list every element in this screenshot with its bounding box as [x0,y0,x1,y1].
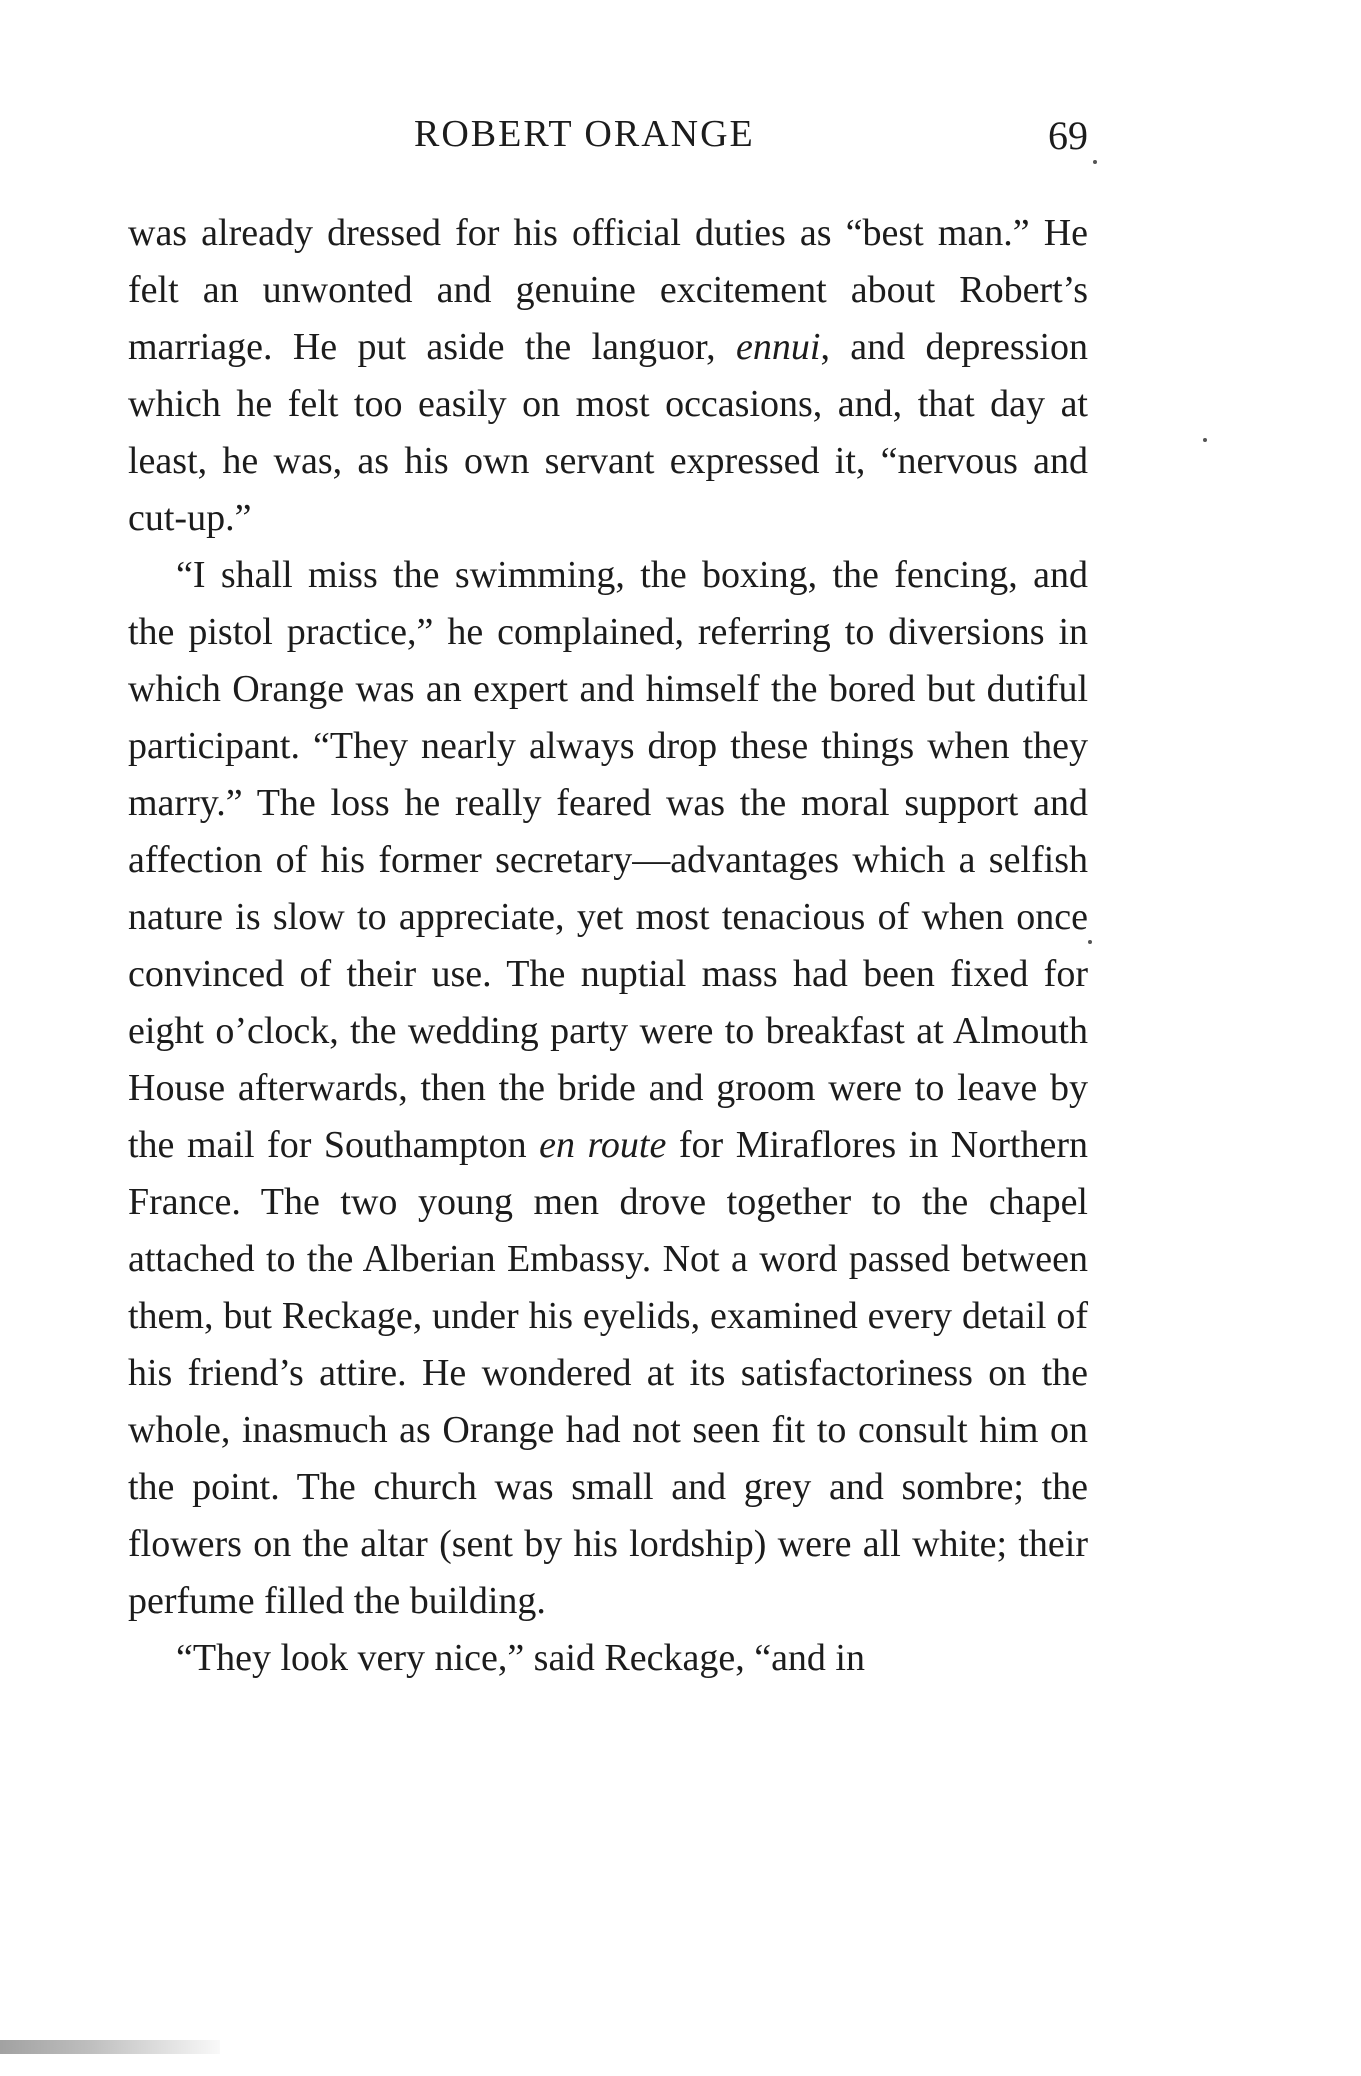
paragraph-1-text-b: , and depression which he felt too easily on most occasions, and, that day at least, he was, as his own servant expressed it, “nervous and cut-up.” [128,326,1089,539]
paragraph-1-italic: ennui [736,326,821,368]
paragraph-2-italic: en route [539,1124,667,1166]
page-number: 69 [1048,113,1088,158]
paragraph-1-text-a: was already dressed for his official duties as “best man.” He felt an unwonted and genuine excitement about Robert’s marriage. He put aside the languor, [128,212,1088,368]
page-header [128,112,1088,172]
scan-smudge [0,2040,220,2054]
paragraph-2-text-b: for Miraflores in Northern France. The two young men drove together to the chapel attached to the Alberian Embassy. Not a word passed between them, but Reckage, under his eyelids, examined every detail of his friend’s attire. He wondered at its satisfactoriness on the whole, inasmuch as Orange had not seen fit to consult him on the point. The church was small and grey and sombre; the flowers on the altar (sent by his lordship) were all white; their perfume filled the building. [128,1124,1088,1622]
paragraph-1 [128,205,1088,547]
paragraph-2 [128,547,1088,1630]
scan-speck [1203,438,1207,442]
paragraph-2-text-a: “I shall miss the swimming, the boxing, the fencing, and the pistol practice,” he complained, referring to diversions in which Orange was an expert and himself the bored but dutiful participant. “They nearly always drop these things when they marry.” The loss he really feared was the moral support and affection of his former secretary—advantages which a selfish nature is slow to appreciate, yet most tenacious of when once convinced of their use. The nuptial mass had been fixed for eight o’clock, the wedding party were to breakfast at Almouth House afterwards, then the bride and groom were to leave by the mail for Southampton [128,554,1088,1166]
scan-speck [1093,160,1097,164]
scan-speck [1088,940,1092,944]
paragraph-3: “They look very nice,” said Reckage, “and in [176,1637,865,1679]
body-text [128,205,1088,1687]
running-head: ROBERT ORANGE [414,113,755,155]
